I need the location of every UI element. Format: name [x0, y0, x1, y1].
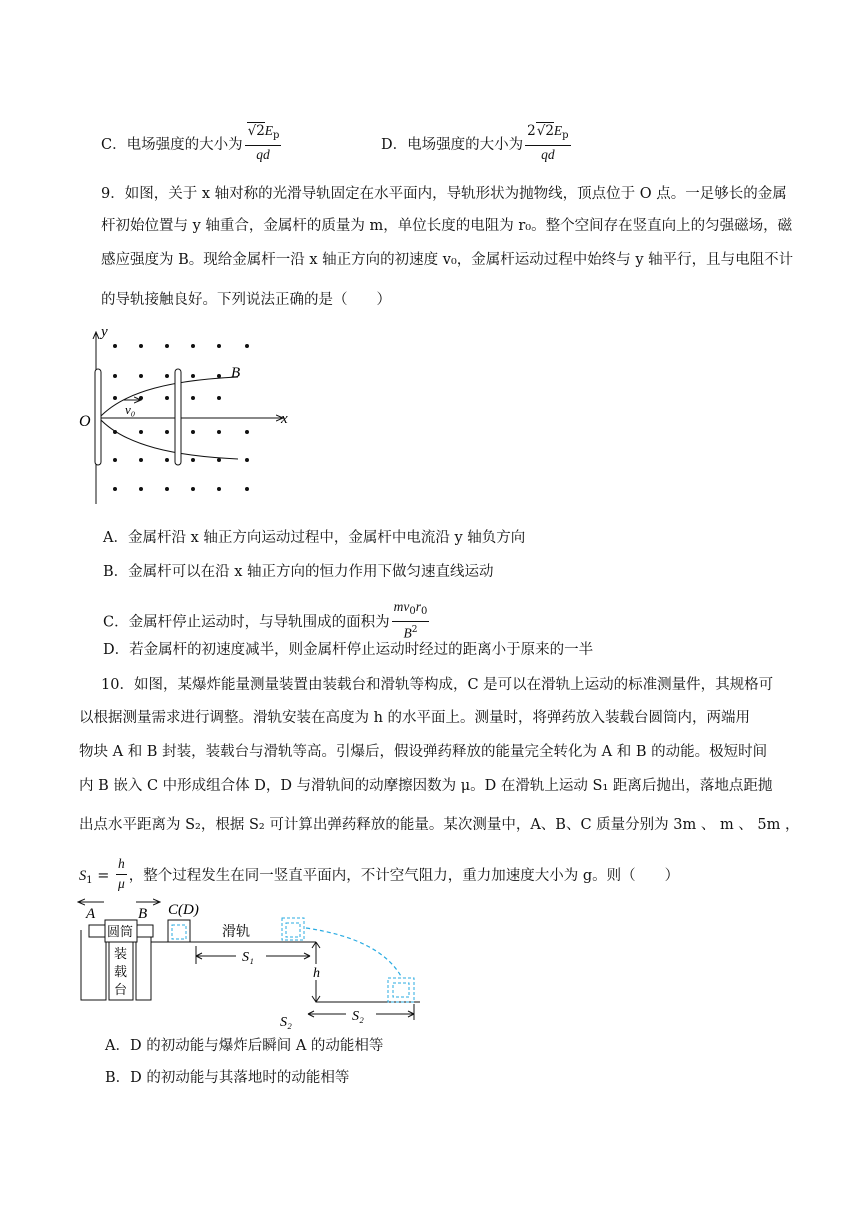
platform-label: 装载台 [114, 946, 128, 997]
s2-label: S₂ [352, 1009, 364, 1024]
s2-side-label: S₂ [280, 1015, 292, 1030]
platform-outline [81, 930, 106, 1000]
label-b: B [138, 906, 148, 922]
q10-line-3: 物块 A 和 B 封装，装载台与滑轨等高。引爆后，假设弹药释放的能量完全转化为 A 和 B 的动能。极短时间 [79, 744, 768, 760]
label-cd: C(D) [168, 902, 199, 918]
block-a [89, 925, 105, 937]
q10-line-2: 以根据测量需求进行调整。滑轨安装在高度为 h 的水平面上。测量时，将弹药放入装载台圆筒内，两端用 [79, 710, 751, 726]
q10-line-5: 出点水平距离为 S₂，根据 S₂ 可计算出弹药释放的能量。某次测量中，A、B、C 质量分别为 3m 、 m 、 5m ， [79, 817, 800, 833]
block-b [137, 925, 153, 937]
q10-option-b: B．D 的初动能与其落地时的动能相等 [105, 1070, 350, 1086]
q9-line-3: 感应强度为 B。现给金属杆一沿 x 轴正方向的初速度 v₀，金属杆运动过程中始终与 y 轴平行，且与电阻不计 [101, 252, 794, 268]
y-label: y [101, 324, 108, 340]
curve-label: B [231, 365, 241, 381]
q10-line-6-text: ，整个过程发生在同一竖直平面内，不计空气阻力，重力加速度大小为 g。则（ ） [128, 868, 680, 884]
cylinder-label: 圆筒 [107, 924, 134, 939]
q9-option-a: A．金属杆沿 x 轴正方向运动过程中，金属杆中电流沿 y 轴负方向 [103, 530, 526, 546]
fraction: $\frac{2√2E_p}{qd}$ [527, 123, 569, 162]
q10-figure [76, 894, 421, 1034]
q8-option-d-text: D．电场强度的大小为 [381, 137, 524, 153]
block-landing-dashed [388, 978, 414, 1002]
h-label: h [313, 966, 320, 981]
rod-moving [175, 369, 181, 465]
q9-figure [75, 322, 315, 512]
fraction: $\frac{mv_0r_0}{B^2}$ [393, 599, 428, 641]
q9-option-b: B．金属杆可以在沿 x 轴正方向的恒力作用下做匀速直线运动 [103, 564, 494, 580]
q9-line-1: 9．如图，关于 x 轴对称的光滑导轨固定在水平面内，导轨形状为抛物线，顶点位于 O 点。一足够长的金属 [101, 186, 787, 202]
q10-line-4: 内 B 嵌入 C 中形成组合体 D，D 与滑轨间的动摩擦因数为 μ。D 在滑轨上运动 S₁ 距离后抛出，落地点距抛 [79, 778, 773, 794]
q8-option-c [101, 124, 283, 166]
q9-option-c-text: C．金属杆停止运动时，与导轨围成的面积为 [103, 614, 390, 631]
origin-label: O [79, 413, 91, 430]
x-label: x [281, 411, 288, 427]
rod-initial [95, 369, 101, 465]
s1-equation: $S_1$ = $\frac{h}{\mu}$ [79, 856, 125, 891]
ledge [316, 942, 420, 1002]
block-launch-inner [286, 923, 300, 937]
q10-line-6 [79, 857, 679, 895]
q9-option-c [103, 600, 431, 645]
rail-label: 滑轨 [222, 925, 250, 940]
platform-right [136, 930, 151, 1000]
q10-option-a: A．D 的初动能与爆炸后瞬间 A 的动能相等 [105, 1038, 384, 1054]
velocity-label: v₀ [125, 402, 136, 417]
q10-line-1: 10．如图，某爆炸能量测量装置由装载台和滑轨等构成，C 是可以在滑轨上运动的标准测量件，其规格可 [101, 677, 774, 693]
q9-line-2: 杆初始位置与 y 轴重合，金属杆的质量为 m，单位长度的电阻为 r₀。整个空间存在竖直向上的匀强磁场，磁 [101, 218, 793, 234]
q8-option-c-text: C．电场强度的大小为 [101, 137, 243, 153]
q8-option-d [381, 124, 573, 166]
rail-lower [99, 418, 238, 459]
s1-label: S₁ [242, 950, 254, 965]
fraction: $\frac{√2E_p}{qd}$ [245, 122, 282, 164]
block-landing-inner [393, 983, 409, 997]
label-a: A [86, 906, 96, 922]
q9-line-4: 的导轨接触良好。下列说法正确的是（ ） [101, 292, 391, 308]
q9-option-d: D．若金属杆的初速度减半，则金属杆停止运动时经过的距离小于原来的一半 [103, 642, 594, 658]
